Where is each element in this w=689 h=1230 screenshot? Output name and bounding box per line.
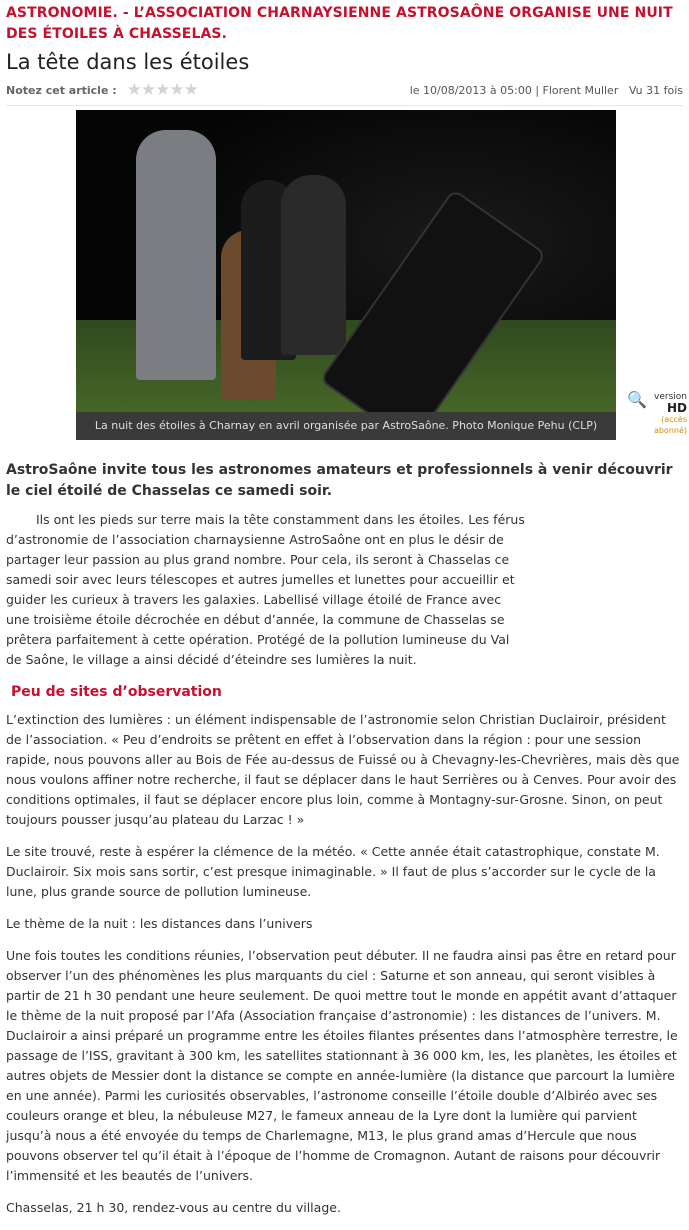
paragraph: Une fois toutes les conditions réunies, l’observation peut débuter. Il ne faudra ainsi pas être en retard pour observer l’un des phénomènes les plus marquants du ciel : Saturne et son anneau, qui seront visibles à partir de 21 h 30 pendant une heure seulement. De quoi mettre tout le monde en appétit avant d’attaquer le thème de la nuit proposé par l’Afa (Association française d’astronomie) : les distances de l’univers. M. Duclairoir a ainsi préparé un programme entre les étoiles filantes présentes dans l’atmosphère terrestre, le passage de l’ISS, gravitant à 300 km, les satellites stationnant à 36 000 km, les, les planètes, les étoiles et autres objets de Messier dont la distance se compte en année-lumière (la distance que parcourt la lumière en une année). Parmi les curiosités observables, l’astronome conseille l’étoile double d’Albiréo avec ses couleurs orange et bleu, la nébuleuse M27, le fameux anneau de la Lyre dont la lumière qui parvient jusqu’à nous a été envoyée du temps de Charlemagne, M13, le plus grand amas d’Hercule que nous pouvons observer tel qu’il était à l’époque de l’homme de Cromagnon. Autant de raisons pour découvrir l’immensité et les beautés de l’univers. xyxy=(6,948,678,1183)
article-lead: AstroSaône invite tous les astronomes amateurs et professionnels à venir découvrir le ciel étoilé de Chasselas ce samedi soir. xyxy=(6,462,673,499)
hd-label: HD xyxy=(666,401,687,415)
star-rating-icon[interactable]: ★★★★★ xyxy=(126,80,198,100)
subheading: Peu de sites d’observation xyxy=(11,684,222,700)
hd-access-note: (accès abonné) xyxy=(653,415,687,435)
paragraph: Chasselas, 21 h 30, rendez-vous au centre du village. xyxy=(6,1200,341,1215)
rating xyxy=(6,80,198,100)
zoom-in-icon: 🔍 xyxy=(627,390,647,409)
hd-version-text: version xyxy=(654,392,687,402)
article-body xyxy=(6,460,682,1230)
photo-caption: La nuit des étoiles à Charnay en avril organisée par AstroSaône. Photo Monique Pehu (CLP) xyxy=(76,412,616,440)
date-author: le 10/08/2013 à 05:00 | Florent Muller xyxy=(409,83,619,97)
article-photo[interactable] xyxy=(76,110,616,440)
photo-person xyxy=(136,130,216,380)
view-count: Vu 31 fois xyxy=(628,83,683,97)
rating-label: Notez cet article : xyxy=(6,83,117,97)
article-kicker: ASTRONOMIE. - L’ASSOCIATION CHARNAYSIENNE ASTROSAÔNE ORGANISE UNE NUIT DES ÉTOILES À CHASSELAS. xyxy=(6,5,673,42)
article-header xyxy=(0,0,689,106)
hd-version-link[interactable] xyxy=(627,392,687,436)
paragraph: Le site trouvé, reste à espérer la clémence de la météo. « Cette année était catastrophique, constate M. Duclairoir. Six mois sans sortir, c’est presque inimaginable. » Il faut de plus s’accorder sur le cycle de la lune, plus grande source de pollution lumineuse. xyxy=(6,844,660,899)
paragraph: L’extinction des lumières : un élément indispensable de l’astronomie selon Christian Duclairoir, président de l’association. « Peu d’endroits se prêtent en effet à l’observation dans la région : pour une session rapide, nous pouvons aller au Bois de Fée au-dessus de Fuissé ou à Chevagny-les-Chevrières, mais dès que nous voulons affiner notre recherche, il faut se déplacer dans le haut Serrières ou à Cenves. Pour avoir des conditions optimales, il faut se déplacer encore plus loin, comme à Montagny-sur-Grosne. Sinon, on peut toujours pousser jusqu’au plateau du Larzac ! » xyxy=(6,712,680,827)
paragraph: Ils ont les pieds sur terre mais la tête constamment dans les étoiles. Les férus d’astronomie de l’association charnaysienne AstroSaône ont en plus le désir de partager leur passion au plus grand nombre. Pour cela, ils seront à Chasselas ce samedi soir avec leurs télescopes et autres jumelles et lunettes pour accueillir et guider les curieux à travers les galaxies. Labellisé village étoilé de France avec une troisième étoile décrochée en début d’année, la commune de Chasselas se prêtera parfaitement à cette opération. Protégé de la pollution lumineuse du Val de Saône, le village a ainsi décidé d’éteindre ses lumières la nuit. xyxy=(6,512,525,667)
photo-person xyxy=(281,175,346,355)
article-meta xyxy=(6,79,683,106)
paragraph: Le thème de la nuit : les distances dans l’univers xyxy=(6,916,313,931)
article-title: La tête dans les étoiles xyxy=(6,50,250,74)
